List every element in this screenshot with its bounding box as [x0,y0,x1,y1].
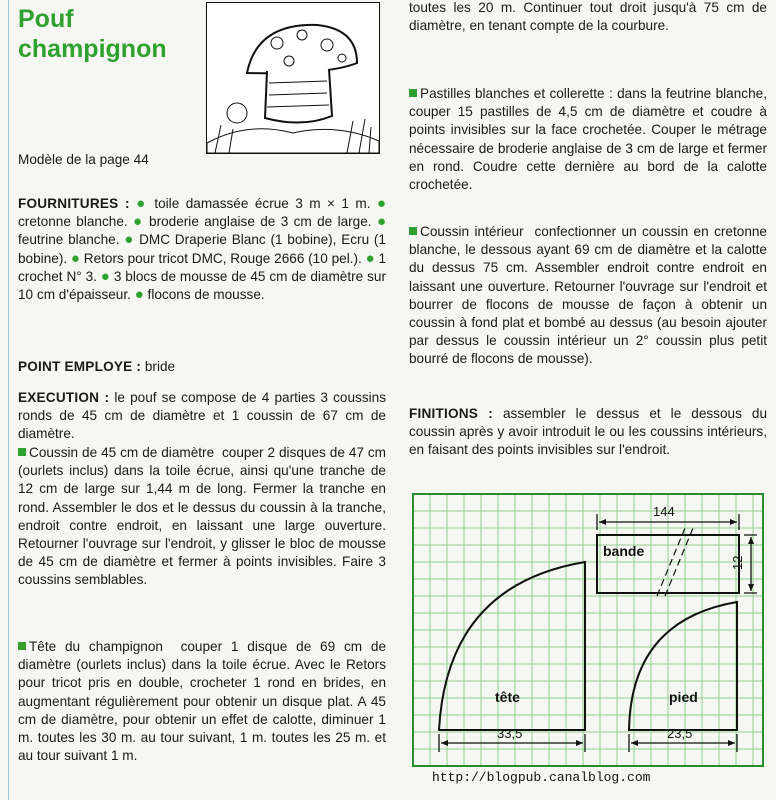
bande-width-label: 144 [653,504,675,519]
fourniture-item: Retors pour tricot DMC, Rouge 2666 (10 pel.). [83,250,362,266]
fournitures-section [18,195,386,304]
fourniture-item: flocons de mousse. [147,287,265,303]
pastilles-label: Pastilles blanches et collerette : [420,86,613,101]
point-section [18,358,175,376]
fourniture-item: feutrine blanche. [18,232,120,248]
point-heading: POINT EMPLOYE : [18,359,142,374]
square-bullet-icon [409,89,417,97]
bullet-icon: ● [133,213,144,231]
square-bullet-icon [18,642,26,650]
bullet-icon: ● [376,195,386,212]
square-bullet-icon [18,448,26,456]
point-text: bride [144,359,176,374]
coussin-text: couper 2 disques de 47 cm (ourlets inclus) dans la toile écrue, ainsi qu'une tranche de 12 cm de large sur 1,44 m de long. Fermer la tranche en rond. Assembler le dos et le dessus du coussin à la tranche, endroit contre endroit, en laissant une large ouverture. Retourner l'ouvrage sur l'endroit, y glisser le bloc de mousse de 45 cm de diamètre et fermer à points invisibles. Faire 3 coussins semblables. [18,445,386,588]
caption: Modèle de la page 44 [18,152,149,167]
tete-continued: toutes les 20 m. Continuer tout droit jusqu'à 75 cm de diamètre, en tenant compte de la courbure. [409,0,767,34]
bullet-icon: ● [70,249,80,267]
pastilles-section [409,85,767,194]
bullet-icon: ● [136,195,148,212]
coussin-interieur-label: Coussin intérieur [420,224,524,239]
tete-label: Tête du champignon [29,639,163,654]
execution-heading: EXECUTION : [18,390,110,405]
fourniture-item: broderie anglaise de 3 cm de large. [149,214,372,230]
mushroom-illustration [206,2,380,154]
coussin-interieur-section [409,223,767,369]
fourniture-item: toile damassée écrue 3 m × 1 m. [154,196,371,211]
pattern-diagram [409,490,767,768]
finitions-heading: FINITIONS : [409,406,493,421]
fourniture-item: DMC Draperie Blanc (1 bobine), Ecru (1 bobine). [18,232,386,266]
coussin-section [18,444,386,590]
bullet-icon: ● [100,267,110,285]
coussin-interieur-text: confectionner un coussin en cretonne blanche, le dessous ayant 69 cm de diamètre et la calotte du dessus 75 cm. Assembler endroit contre endroit en laissant une ouverture. Retourner l'ouvrage sur l'endroit et bourrer de flocons de mousse de façon à obtenir un coussin à fond plat et bombé au dessus (au besoin ajouter par dessus le coussin intérieur un 2° coussin plus petit bourré de flocons de mousse). [409,224,767,367]
execution-text: le pouf se compose de 4 parties 3 coussins ronds de 45 cm de diamètre et 1 coussin de 67 cm de diamètre. [18,390,387,442]
bullet-icon: ● [365,249,375,267]
pied-shape [629,602,737,730]
tete-dim-label: 33,5 [497,726,523,741]
margin-line [8,0,9,800]
tete-section [18,638,386,765]
pastilles-text: dans la feutrine blanche, couper 15 pastilles de 4,5 cm de diamètre et coudre à points invisibles sur la face crochetée. Couper le métrage nécessaire de broderie anglaise de 3 cm de large et fermer en rond. Coudre cette dernière au bord de la calotte crochetée. [409,86,768,193]
fournitures-heading: FOURNITURES : [18,196,130,211]
square-bullet-icon [409,227,417,235]
bande-height-label: 12 [730,555,745,570]
bullet-icon: ● [124,231,135,249]
fourniture-item: 3 blocs de mousse de 45 cm de diamètre sur 10 cm d'épaisseur. [18,268,386,303]
source-url[interactable]: http://blogpub.canalblog.com [432,770,651,785]
finitions-text: assembler le dessus et le dessous du coussin après y avoir introduit le ou les coussins intérieurs, en faisant des points invisibles sur l'endroit. [409,406,768,458]
fourniture-item: 1 crochet N° 3. [18,250,386,284]
fourniture-item: cretonne blanche. [18,214,128,230]
finitions-section [409,405,767,460]
bullet-icon: ● [376,213,386,231]
bande-label: bande [603,543,645,559]
page-title: Pouf champignon [18,5,167,63]
coussin-label: Coussin de 45 cm de diamètre [29,445,215,460]
pied-label: pied [669,689,698,705]
bullet-icon: ● [134,286,144,304]
tete-label: tête [495,689,520,705]
execution-section [18,389,386,444]
pied-dim-label: 23,5 [667,726,693,741]
tete-text: couper 1 disque de 69 cm de diamètre (ourlets inclus) dans la toile écrue. Avec le Retors pour tricot pris en double, crocheter 1 rond en brides, en augmentant régulièrement pour obtenir un disque plat. A 45 cm de diamètre, pour obtenir un effet de calotte, diminuer 1 m. toutes les 30 m. au tour suivant, 1 m. toutes les 25 m. et au tour suivant 1 m. [18,639,387,764]
